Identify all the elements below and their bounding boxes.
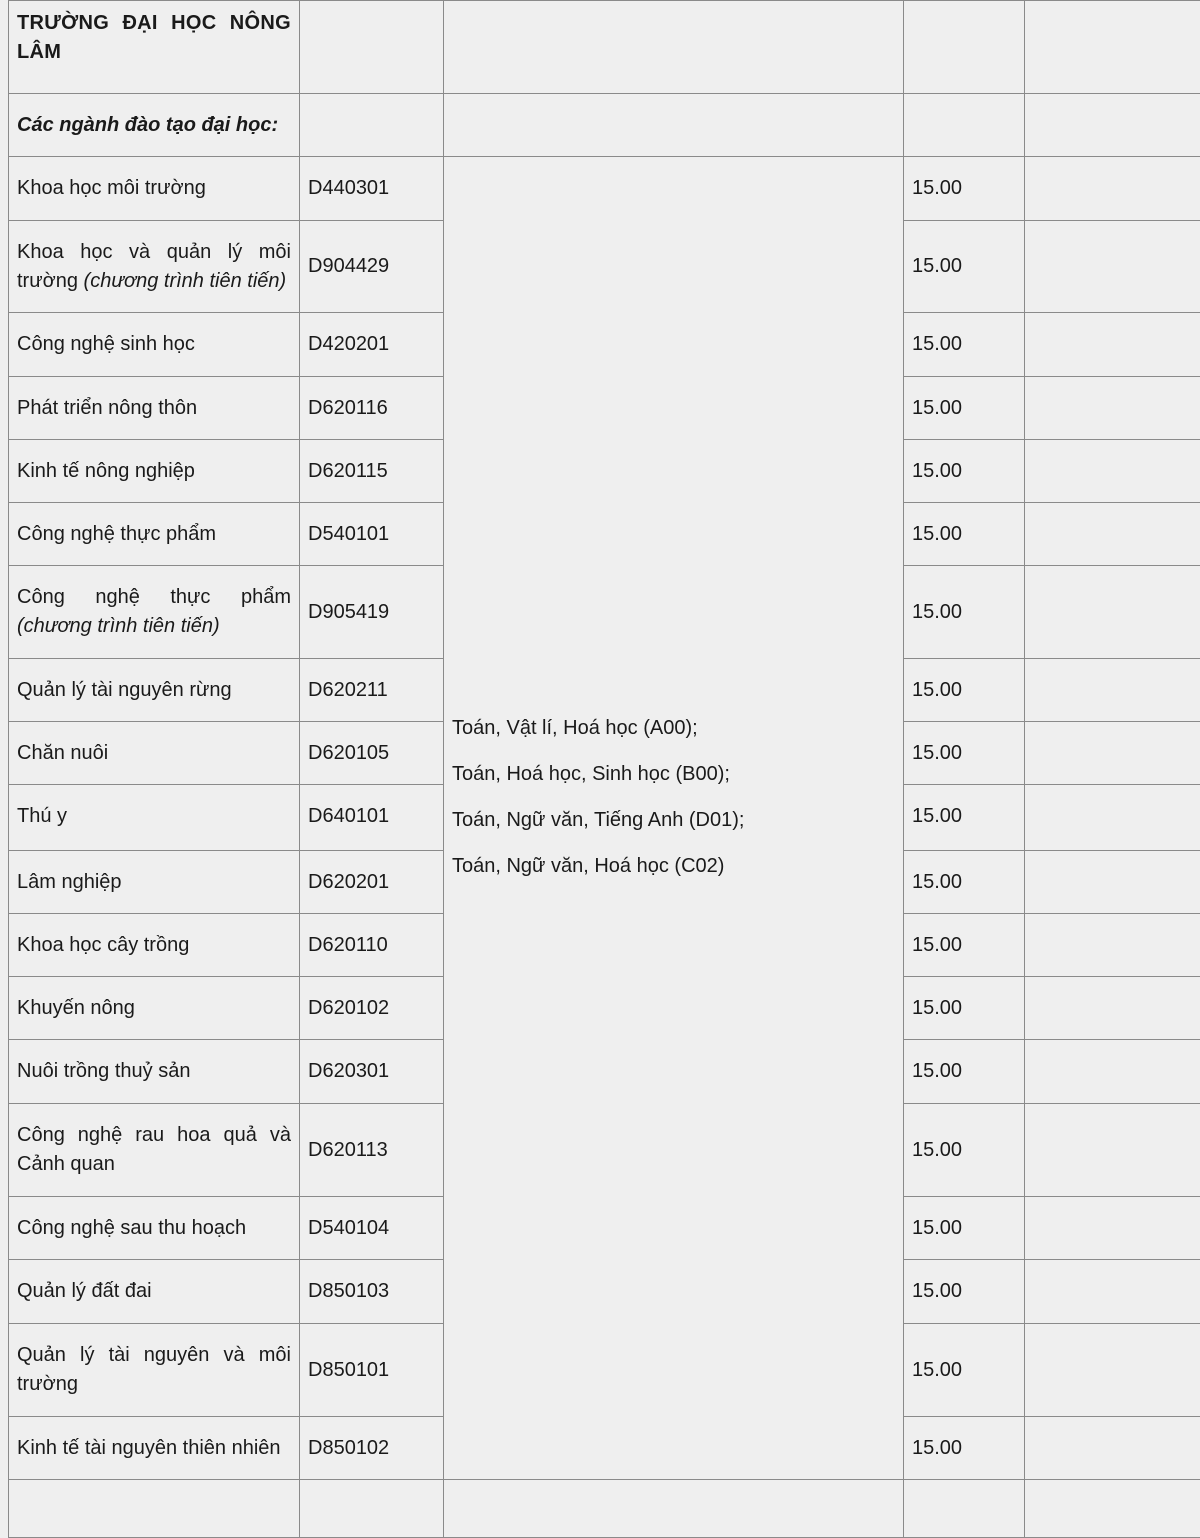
- admission-score: 15.00: [904, 377, 1025, 440]
- admission-score: 15.00: [904, 722, 1025, 785]
- major-code: D420201: [300, 313, 444, 377]
- admission-score: 15.00: [904, 157, 1025, 221]
- empty-cell: [1025, 1260, 1200, 1324]
- empty-cell: [1025, 914, 1200, 977]
- subject-combinations: [444, 157, 904, 1480]
- admission-score: 15.00: [904, 851, 1025, 914]
- admission-score: 15.00: [904, 659, 1025, 722]
- admission-score: 15.00: [904, 1040, 1025, 1104]
- major-code: D620113: [300, 1104, 444, 1197]
- admission-score: 15.00: [904, 1417, 1025, 1480]
- empty-cell: [1025, 157, 1200, 221]
- empty-cell: [1025, 377, 1200, 440]
- empty-cell: [1025, 1417, 1200, 1480]
- empty-cell: [300, 1480, 444, 1538]
- empty-cell: [1025, 1040, 1200, 1104]
- school-name: TRƯỜNG ĐẠI HỌC NÔNG LÂM: [9, 1, 300, 94]
- admission-score: 15.00: [904, 503, 1025, 566]
- major-code: D850101: [300, 1324, 444, 1417]
- empty-cell: [9, 1480, 300, 1538]
- empty-cell: [1025, 313, 1200, 377]
- major-name: Công nghệ sau thu hoạch: [9, 1197, 300, 1260]
- empty-cell: [444, 1480, 904, 1538]
- major-code: D850103: [300, 1260, 444, 1324]
- major-code: D904429: [300, 221, 444, 313]
- subject-combination: Toán, Ngữ văn, Tiếng Anh (D01);: [452, 806, 895, 835]
- major-name: Khoa học cây trồng: [9, 914, 300, 977]
- admissions-table: [8, 0, 1200, 1538]
- empty-cell: [904, 94, 1025, 157]
- subject-combination: Toán, Vật lí, Hoá học (A00);: [452, 714, 895, 743]
- subject-combination: Toán, Ngữ văn, Hoá học (C02): [452, 852, 895, 881]
- admission-score: 15.00: [904, 440, 1025, 503]
- major-name: Quản lý tài nguyên rừng: [9, 659, 300, 722]
- major-code: D620102: [300, 977, 444, 1040]
- major-code: D620211: [300, 659, 444, 722]
- major-code: D620301: [300, 1040, 444, 1104]
- empty-cell: [444, 94, 904, 157]
- major-name: Công nghệ sinh học: [9, 313, 300, 377]
- admission-score: 15.00: [904, 1324, 1025, 1417]
- major-code: D620116: [300, 377, 444, 440]
- empty-cell: [1025, 1480, 1200, 1538]
- major-code: D540104: [300, 1197, 444, 1260]
- major-name: Khoa học môi trường: [9, 157, 300, 221]
- major-name: Quản lý đất đai: [9, 1260, 300, 1324]
- admission-score: 15.00: [904, 1260, 1025, 1324]
- major-name: Quản lý tài nguyên và môi trường: [9, 1324, 300, 1417]
- empty-cell: [1025, 1324, 1200, 1417]
- empty-cell: [444, 1, 904, 94]
- major-name: Khoa học và quản lý môi trường (chương trình tiên tiến): [9, 221, 300, 313]
- empty-cell: [904, 1, 1025, 94]
- empty-cell: [1025, 94, 1200, 157]
- program-note: (chương trình tiên tiến): [17, 615, 220, 637]
- admission-score: 15.00: [904, 785, 1025, 851]
- school-header-row: [9, 1, 1200, 94]
- empty-cell: [1025, 722, 1200, 785]
- empty-cell: [1025, 1, 1200, 94]
- table-row: [9, 1480, 1200, 1538]
- section-title: Các ngành đào tạo đại học:: [9, 94, 300, 157]
- major-name: Kinh tế nông nghiệp: [9, 440, 300, 503]
- admission-score: 15.00: [904, 566, 1025, 659]
- major-name: Thú y: [9, 785, 300, 851]
- major-name: Công nghệ thực phẩm (chương trình tiên tiến): [9, 566, 300, 659]
- major-code: D440301: [300, 157, 444, 221]
- empty-cell: [1025, 566, 1200, 659]
- empty-cell: [300, 1, 444, 94]
- major-name: Kinh tế tài nguyên thiên nhiên: [9, 1417, 300, 1480]
- empty-cell: [1025, 785, 1200, 851]
- major-code: D850102: [300, 1417, 444, 1480]
- empty-cell: [904, 1480, 1025, 1538]
- major-name: Nuôi trồng thuỷ sản: [9, 1040, 300, 1104]
- major-name: Công nghệ rau hoa quả và Cảnh quan: [9, 1104, 300, 1197]
- empty-cell: [1025, 440, 1200, 503]
- major-name: Khuyến nông: [9, 977, 300, 1040]
- subject-combination-list: [452, 714, 895, 881]
- major-code: D905419: [300, 566, 444, 659]
- major-name: Công nghệ thực phẩm: [9, 503, 300, 566]
- admission-score: 15.00: [904, 313, 1025, 377]
- major-name: Chăn nuôi: [9, 722, 300, 785]
- admission-score: 15.00: [904, 1197, 1025, 1260]
- empty-cell: [1025, 977, 1200, 1040]
- major-code: D640101: [300, 785, 444, 851]
- major-code: D620105: [300, 722, 444, 785]
- empty-cell: [300, 94, 444, 157]
- admission-score: 15.00: [904, 1104, 1025, 1197]
- empty-cell: [1025, 503, 1200, 566]
- admission-score: 15.00: [904, 977, 1025, 1040]
- empty-cell: [1025, 1104, 1200, 1197]
- admission-score: 15.00: [904, 914, 1025, 977]
- major-code: D620110: [300, 914, 444, 977]
- major-code: D620115: [300, 440, 444, 503]
- major-code: D540101: [300, 503, 444, 566]
- empty-cell: [1025, 221, 1200, 313]
- major-code: D620201: [300, 851, 444, 914]
- empty-cell: [1025, 659, 1200, 722]
- admission-score: 15.00: [904, 221, 1025, 313]
- empty-cell: [1025, 851, 1200, 914]
- subject-combination: Toán, Hoá học, Sinh học (B00);: [452, 760, 895, 789]
- table-row: [9, 157, 1200, 221]
- empty-cell: [1025, 1197, 1200, 1260]
- section-header-row: [9, 94, 1200, 157]
- major-name: Lâm nghiệp: [9, 851, 300, 914]
- program-note: (chương trình tiên tiến): [84, 270, 287, 292]
- major-name: Phát triển nông thôn: [9, 377, 300, 440]
